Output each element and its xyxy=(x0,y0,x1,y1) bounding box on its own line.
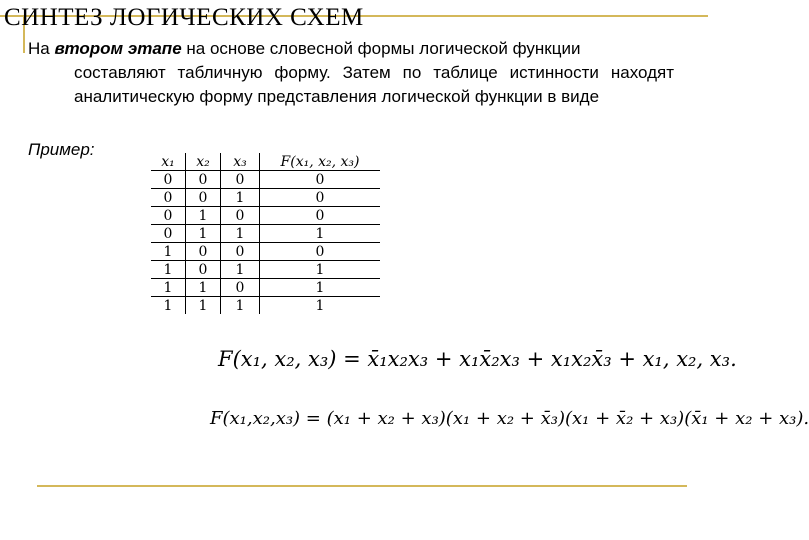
cell-x2: 1 xyxy=(186,207,221,225)
cell-f: 1 xyxy=(260,225,381,243)
cell-f: 0 xyxy=(260,171,381,189)
cell-x3: 0 xyxy=(221,279,260,297)
cell-x2: 1 xyxy=(186,297,221,315)
table-row xyxy=(151,171,380,189)
cell-x2: 0 xyxy=(186,171,221,189)
cell-x2: 1 xyxy=(186,279,221,297)
cell-x3: 1 xyxy=(221,189,260,207)
cell-x3: 0 xyxy=(221,207,260,225)
cell-f: 0 xyxy=(260,243,381,261)
header-x1: x₁ xyxy=(161,153,175,170)
cell-x1: 0 xyxy=(163,189,173,206)
cell-x3: 0 xyxy=(221,243,260,261)
table-row xyxy=(151,261,380,279)
header-x2: x₂ xyxy=(186,153,221,171)
cell-x3: 0 xyxy=(221,171,260,189)
example-label: Пример: xyxy=(28,140,95,159)
slide-title: СИНТЕЗ ЛОГИЧЕСКИХ СХЕМ xyxy=(4,4,364,31)
intro-paragraph xyxy=(28,37,674,109)
cell-x1: 0 xyxy=(163,207,173,224)
cell-x1: 1 xyxy=(163,297,173,314)
table-row xyxy=(151,297,380,315)
cell-f: 1 xyxy=(260,297,381,315)
intro-lead: На xyxy=(28,39,55,58)
cell-f: 0 xyxy=(260,189,381,207)
truth-table xyxy=(151,153,380,314)
cell-x1: 0 xyxy=(163,171,173,188)
cell-x2: 0 xyxy=(186,243,221,261)
truth-table-header xyxy=(151,153,380,171)
cell-f: 1 xyxy=(260,261,381,279)
intro-rest: составляют табличную форму. Затем по таблице истинности находят аналитическую форму представления логической функции в виде xyxy=(74,63,674,106)
cell-x1: 0 xyxy=(163,225,173,242)
intro-first-line xyxy=(28,37,674,61)
cell-f: 0 xyxy=(260,207,381,225)
table-row xyxy=(151,225,380,243)
cell-x3: 1 xyxy=(221,261,260,279)
intro-emphasis: втором этапе xyxy=(54,39,182,58)
header-f: F(x₁, x₂, x₃) xyxy=(260,153,381,171)
dnf-formula: F(x₁, x₂, x₃) = x̄₁x₂x₃ + x₁x̄₂x₃ + x₁x₂x̄₃ + x₁, x₂, x₃. xyxy=(218,347,737,371)
table-row xyxy=(151,279,380,297)
table-row xyxy=(151,189,380,207)
cell-x1: 1 xyxy=(163,243,173,260)
cell-x1: 1 xyxy=(163,279,173,296)
cell-f: 1 xyxy=(260,279,381,297)
cell-x2: 0 xyxy=(186,261,221,279)
cell-x3: 1 xyxy=(221,297,260,315)
cnf-formula: F(x₁,x₂,x₃) = (x₁ + x₂ + x₃)(x₁ + x₂ + x̄₃)(x₁ + x̄₂ + x₃)(x̄₁ + x₂ + x₃). xyxy=(210,408,809,429)
intro-line1-rest: на основе словесной формы логической функции xyxy=(181,39,581,58)
header-x3: x₃ xyxy=(221,153,260,171)
table-row xyxy=(151,207,380,225)
cell-x3: 1 xyxy=(221,225,260,243)
cell-x2: 1 xyxy=(186,225,221,243)
cell-x2: 0 xyxy=(186,189,221,207)
bottom-rule xyxy=(37,485,687,487)
table-row xyxy=(151,243,380,261)
cell-x1: 1 xyxy=(163,261,173,278)
